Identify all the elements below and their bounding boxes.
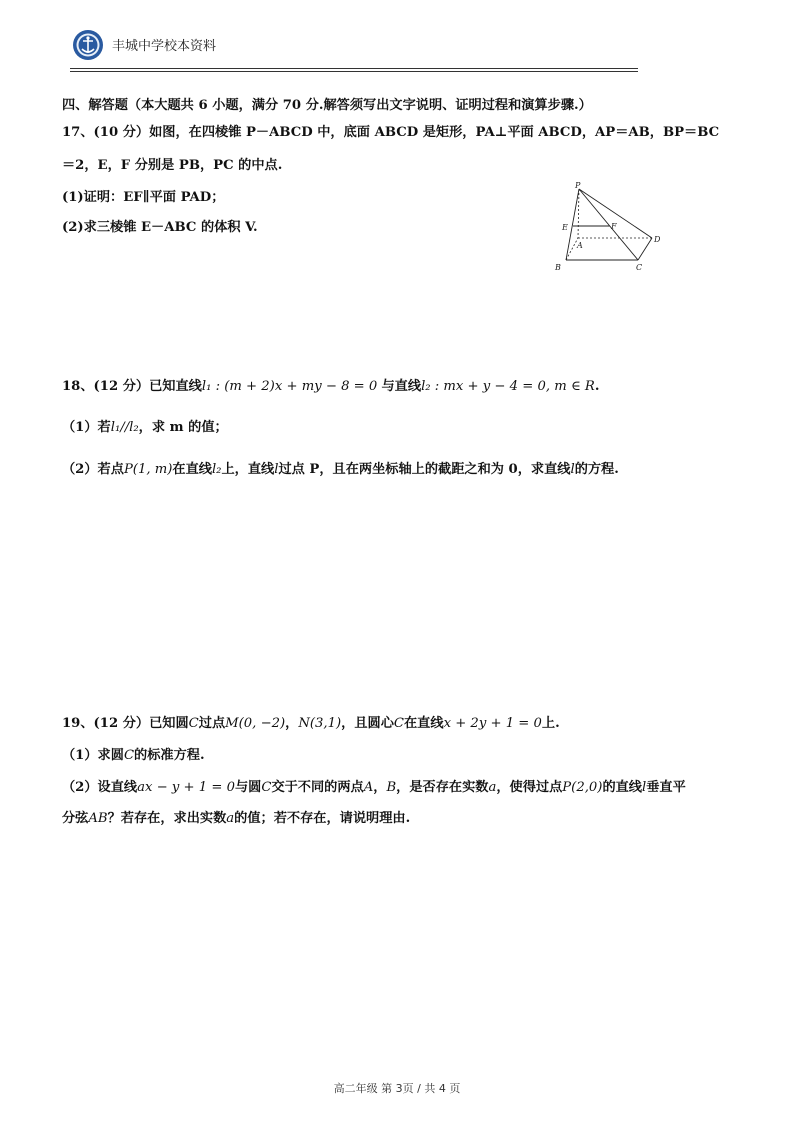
pyramid-figure [548, 180, 668, 280]
q18-stem: 18、(12 分）已知直线l₁ : (m + 2)x + my − 8 = 0 与直线l₂ : mx + y − 4 = 0, m ∈ R. [62, 379, 600, 394]
q19-stem: 19、(12 分）已知圆C过点M(0, −2)，N(3,1)，且圆心C在直线x + 2y + 1 = 0上. [62, 716, 560, 731]
q17-part2: (2)求三棱锥 E－ABC 的体积 V. [62, 220, 258, 235]
label-a: A [577, 241, 583, 250]
q17-line1: 17、(10 分）如图，在四棱锥 P－ABCD 中，底面 ABCD 是矩形，PA⊥平面 ABCD，AP＝AB，BP＝BC [62, 125, 720, 140]
header-rule [70, 68, 638, 69]
section-title: 四、解答题（本大题共 6 小题，满分 70 分.解答须写出文字说明、证明过程和演算步骤.） [62, 98, 592, 113]
label-e: E [562, 223, 568, 232]
q19-part2-line2: 分弦AB？若存在，求出实数a的值；若不存在，请说明理由. [62, 811, 411, 826]
label-c: C [636, 263, 643, 272]
q17-line2: ＝2，E，F 分别是 PB，PC 的中点. [62, 158, 283, 173]
q18-part1: （1）若l₁//l₂，求 m 的值； [62, 420, 228, 435]
label-f: F [611, 222, 617, 231]
label-d: D [654, 235, 661, 244]
school-emblem-icon [72, 29, 104, 61]
school-name: 丰城中学校本资料 [112, 39, 217, 54]
q19-part2-line1: （2）设直线ax − y + 1 = 0与圆C交于不同的两点A，B，是否存在实数a，使得过点P(2,0)的直线l垂直平 [62, 780, 686, 795]
label-p: P [575, 181, 581, 190]
label-b: B [555, 263, 561, 272]
q19-part1: （1）求圆C的标准方程. [62, 748, 205, 763]
q18-part2: （2）若点P(1, m)在直线l₂上，直线l过点 P，且在两坐标轴上的截距之和为 0，求直线l的方程. [62, 462, 619, 477]
q17-part1: (1)证明：EF∥平面 PAD； [62, 190, 225, 205]
header-rule-double [70, 71, 638, 72]
page-footer: 高二年级 第 3页 / 共 4 页 [333, 1082, 461, 1095]
